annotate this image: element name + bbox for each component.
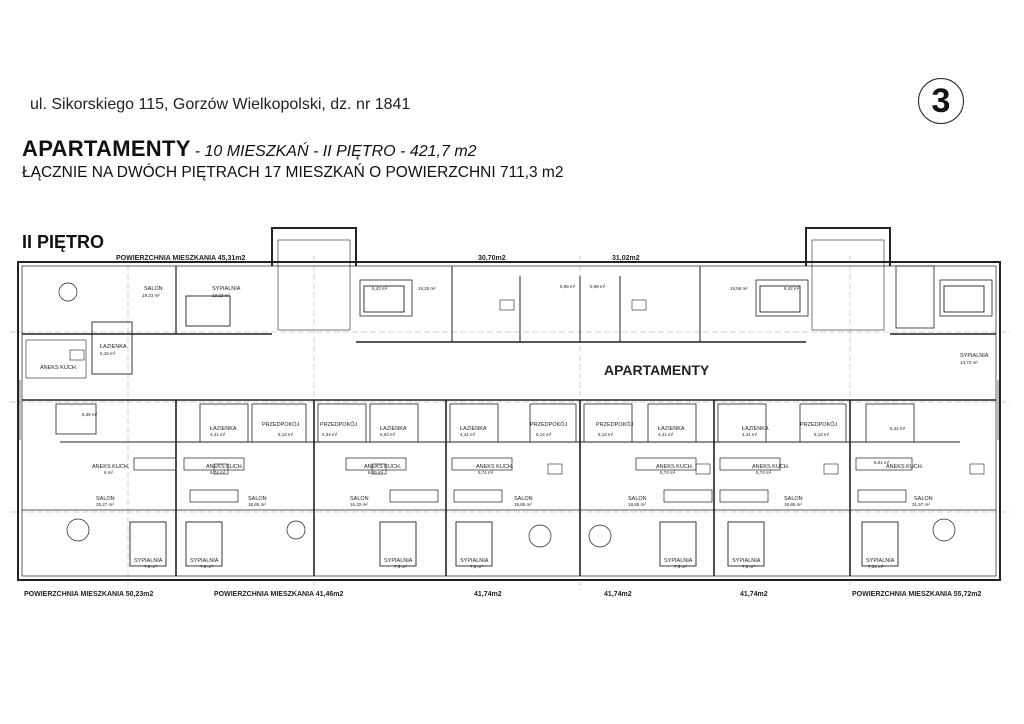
room-sypialnia-area: 13,22 m² bbox=[212, 293, 230, 298]
top-room-area-5: 18,56 m² bbox=[730, 286, 748, 291]
unit-hall-area-1: 5,14 m² bbox=[278, 432, 294, 437]
room-hall-area: 6,36 m² bbox=[82, 412, 98, 417]
room-aneks-label: ANEKS KUCH. bbox=[40, 365, 78, 371]
unit-salon-4: SALON bbox=[514, 496, 533, 502]
title-line bbox=[22, 136, 477, 162]
room-sypialnia-right-label: SYPIALNIA bbox=[960, 353, 989, 359]
sheet-number-badge bbox=[918, 78, 964, 124]
unit-lazienka-3: ŁAZIENKA bbox=[460, 426, 487, 432]
unit-sypialnia-5: SYPIALNIA bbox=[664, 558, 693, 564]
unit-sypialnia-6: SYPIALNIA bbox=[732, 558, 761, 564]
room-sypialnia-label: SYPIALNIA bbox=[212, 286, 241, 292]
unit-bedroom-area-5: 7,6 m² bbox=[674, 564, 687, 569]
top-area-label-3: 31,02m2 bbox=[612, 255, 640, 262]
unit-przedpokoj-4: PRZEDPOKÓJ bbox=[596, 422, 634, 428]
unit-aneks-4: ANEKS KUCH. bbox=[476, 464, 514, 470]
room-salon-area: 19,23 m² bbox=[142, 293, 160, 298]
unit-sypialnia-3: SYPIALNIA bbox=[384, 558, 413, 564]
unit-aneks-7: ANEKS KUCH. bbox=[886, 464, 924, 470]
unit-bath-area-6: 4,41 m² bbox=[742, 432, 758, 437]
unit-lazienka-2: ŁAZIENKA bbox=[380, 426, 407, 432]
unit-kitchen-area-4: 5,74 m² bbox=[478, 470, 494, 475]
unit-salon-area-2: 18,85 m² bbox=[248, 502, 266, 507]
unit-salon-5: SALON bbox=[628, 496, 647, 502]
unit-salon-6: SALON bbox=[784, 496, 803, 502]
title-main: APARTAMENTY bbox=[22, 136, 191, 161]
unit-sypialnia-2: SYPIALNIA bbox=[190, 558, 219, 564]
unit-bedroom-area-7: 7,34 m² bbox=[868, 564, 884, 569]
unit-salon-area-1: 25,27 m² bbox=[96, 502, 114, 507]
unit-salon-3: SALON bbox=[350, 496, 369, 502]
unit-salon-2: SALON bbox=[248, 496, 267, 502]
unit-bedroom-area-4: 7,6 m² bbox=[470, 564, 483, 569]
top-area-label-1: POWIERZCHNIA MIESZKANIA 45,31m2 bbox=[116, 255, 246, 262]
room-sypialnia-right-area: 13,72 m² bbox=[960, 360, 978, 365]
sheet-number: 3 bbox=[931, 82, 951, 120]
summary-text: ŁĄCZNIE NA DWÓCH PIĘTRACH 17 MIESZKAŃ O POWIERZCHNI 711,3 m2 bbox=[22, 164, 564, 181]
unit-hall-area-2: 5,14 m² bbox=[536, 432, 552, 437]
top-room-area-1: 6,42 m² bbox=[372, 286, 388, 291]
top-room-area-4: 5,98 m² bbox=[590, 284, 606, 289]
unit-bedroom-area-6: 7,6 m² bbox=[742, 564, 755, 569]
unit-bath-area-5: 4,41 m² bbox=[658, 432, 674, 437]
unit-salon-area-6: 18,85 m² bbox=[784, 502, 802, 507]
bottom-area-label-3: 41,74m2 bbox=[474, 591, 502, 598]
unit-kitchen-area-7: 6,01 m² bbox=[874, 460, 890, 465]
unit-salon-area-5: 18,85 m² bbox=[628, 502, 646, 507]
unit-aneks-1: ANEKS KUCH. bbox=[92, 464, 130, 470]
unit-lazienka-5: ŁAZIENKA bbox=[742, 426, 769, 432]
unit-sypialnia-7: SYPIALNIA bbox=[866, 558, 895, 564]
unit-aneks-2: ANEKS KUCH. bbox=[206, 464, 244, 470]
address-text: ul. Sikorskiego 115, Gorzów Wielkopolski, dz. nr 1841 bbox=[30, 96, 411, 113]
unit-bath-area-2: 4,34 m² bbox=[322, 432, 338, 437]
unit-kitchen-area-6: 5,74 m² bbox=[756, 470, 772, 475]
bottom-area-label-6: POWIERZCHNIA MIESZKANIA 55,72m2 bbox=[852, 591, 982, 598]
bottom-area-label-1: POWIERZCHNIA MIESZKANIA 50,23m2 bbox=[24, 591, 154, 598]
floor-label: II PIĘTRO bbox=[22, 232, 105, 252]
unit-kitchen-area-5: 5,74 m² bbox=[660, 470, 676, 475]
bottom-area-label-2: POWIERZCHNIA MIESZKANIA 41,46m2 bbox=[214, 591, 344, 598]
floor-plan bbox=[0, 224, 1024, 614]
unit-bath-area-7: 5,42 m² bbox=[890, 426, 906, 431]
top-room-area-6: 6,42 m² bbox=[784, 286, 800, 291]
unit-bath-area-3: 5,04 m² bbox=[380, 432, 396, 437]
unit-kitchen-area-3: 6,55 m² bbox=[368, 470, 384, 475]
title-subtitle: - 10 MIESZKAŃ - II PIĘTRO - 421,7 m2 bbox=[194, 143, 477, 160]
unit-przedpokoj-2: PRZEDPOKÓJ bbox=[320, 422, 358, 428]
unit-sypialnia-4: SYPIALNIA bbox=[460, 558, 489, 564]
unit-sypialnia-1: SYPIALNIA bbox=[134, 558, 163, 564]
unit-bedroom-area-2: 7,6 m² bbox=[200, 564, 213, 569]
plan-walls bbox=[10, 228, 1010, 590]
unit-aneks-5: ANEKS KUCH. bbox=[656, 464, 694, 470]
unit-salon-area-4: 18,85 m² bbox=[514, 502, 532, 507]
unit-bath-area-4: 4,41 m² bbox=[460, 432, 476, 437]
unit-hall-area-3: 5,14 m² bbox=[598, 432, 614, 437]
unit-przedpokoj-1: PRZEDPOKÓJ bbox=[262, 422, 300, 428]
bottom-area-label-4: 41,74m2 bbox=[604, 591, 632, 598]
room-lazienka-label: ŁAZIENKA bbox=[100, 344, 127, 350]
unit-lazienka-1: ŁAZIENKA bbox=[210, 426, 237, 432]
top-room-area-2: 18,25 m² bbox=[418, 286, 436, 291]
unit-salon-area-3: 16,32 m² bbox=[350, 502, 368, 507]
top-area-label-2: 30,70m2 bbox=[478, 255, 506, 262]
unit-przedpokoj-3: PRZEDPOKÓJ bbox=[530, 422, 568, 428]
unit-aneks-3: ANEKS KUCH. bbox=[364, 464, 402, 470]
unit-hall-area-4: 5,14 m² bbox=[814, 432, 830, 437]
room-salon-label: SALON bbox=[144, 286, 163, 292]
room-lazienka-area: 5,16 m² bbox=[100, 351, 116, 356]
unit-bedroom-area-3: 7,6 m² bbox=[394, 564, 407, 569]
unit-salon-1: SALON bbox=[96, 496, 115, 502]
center-label: APARTAMENTY bbox=[604, 362, 710, 378]
unit-bedroom-area-1: 7,6 m² bbox=[144, 564, 157, 569]
bottom-area-label-5: 41,74m2 bbox=[740, 591, 768, 598]
unit-przedpokoj-5: PRZEDPOKÓJ bbox=[800, 422, 838, 428]
unit-kitchen-area-1: 6 m² bbox=[104, 470, 113, 475]
top-room-area-3: 5,98 m² bbox=[560, 284, 576, 289]
unit-lazienka-4: ŁAZIENKA bbox=[658, 426, 685, 432]
unit-salon-7: SALON bbox=[914, 496, 933, 502]
unit-aneks-6: ANEKS KUCH. bbox=[752, 464, 790, 470]
unit-kitchen-area-2: 5,74 m² bbox=[210, 470, 226, 475]
unit-bath-area-1: 4,41 m² bbox=[210, 432, 226, 437]
unit-salon-area-7: 31,57 m² bbox=[912, 502, 930, 507]
